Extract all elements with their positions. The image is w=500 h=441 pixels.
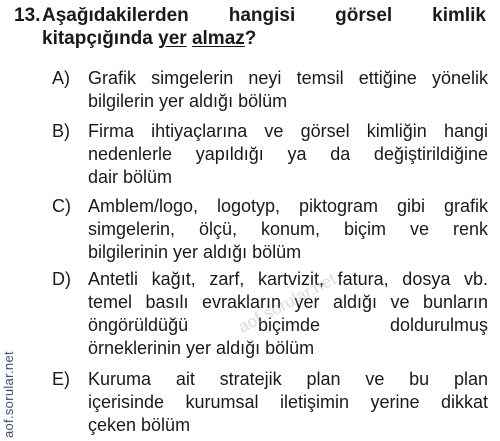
option-b-text [88, 120, 488, 189]
question-number: 13. [14, 5, 41, 26]
option-a-letter: A) [52, 68, 70, 88]
option-line: temel basılı evrakların yer aldığı ve bunların [88, 292, 488, 312]
underlined-word-yer: yer [158, 28, 187, 49]
option-line: Amblem/logo, logotyp, piktogram gibi grafik [88, 196, 488, 216]
option-line: Kuruma ait stratejik plan ve bu plan [88, 369, 488, 389]
option-line: örneklerinin yer aldığı bölüm [88, 338, 315, 358]
question-stem-line-1: Aşağıdakilerden hangisi görsel kimlik [42, 5, 486, 26]
option-a-text [88, 67, 488, 113]
option-e-letter: E) [52, 369, 70, 389]
option-line: bilgilerin yer aldığı bölüm [88, 91, 288, 111]
diagonal-watermark: aof.sorular.net [235, 269, 340, 337]
option-b-letter: B) [52, 121, 70, 141]
question-stem [42, 4, 486, 50]
question-stem-suffix: ? [244, 28, 257, 49]
underlined-word-almaz: almaz [191, 28, 245, 49]
option-d-letter: D) [52, 269, 71, 289]
side-watermark: aof.sorular.net [1, 351, 16, 438]
option-line: nedenlerle yapıldığı ya da değiştirildiğine [88, 144, 488, 164]
option-line: bilgilerinin yer aldığı bölüm [88, 242, 302, 262]
option-line: dair bölüm [88, 167, 173, 187]
option-line: Firma ihtiyaçlarına ve görsel kimliğin hangi [88, 121, 488, 141]
option-c-text [88, 195, 488, 264]
question-stem-line-2 [42, 27, 486, 50]
option-e-text [88, 368, 488, 437]
option-line: içerisinde kurumsal iletişimin yerine dikkat [88, 392, 488, 412]
option-line: simgelerin, ölçü, konum, biçim ve renk [88, 219, 488, 239]
option-line: Grafik simgelerin neyi temsil ettiğine yönelik [88, 68, 488, 88]
question-stem-prefix: kitapçığında [42, 28, 159, 49]
option-line: öngörüldüğü biçimde doldurulmuş [88, 315, 488, 335]
option-line: Antetli kağıt, zarf, kartvizit, fatura, dosya vb. [88, 269, 488, 289]
option-c-letter: C) [52, 196, 71, 216]
option-line: çeken bölüm [88, 415, 191, 435]
